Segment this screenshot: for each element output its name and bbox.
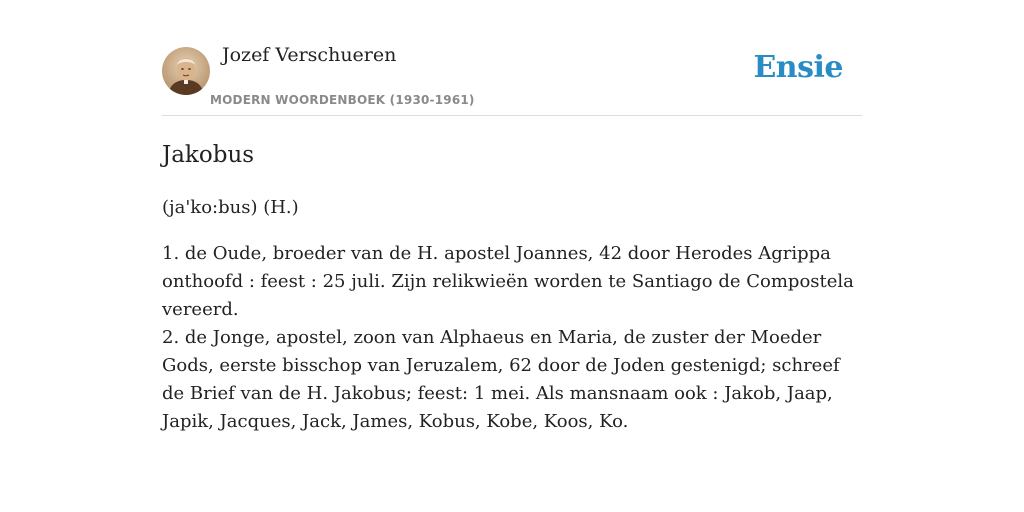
definition-item: 1. de Oude, broeder van de H. apostel Joannes, 42 door Herodes Agrippa onthoofd : feest : 25 juli. Zijn relikwieën worden te Santiago de Compostela vereerd.: [162, 243, 854, 320]
definition-item: 2. de Jonge, apostel, zoon van Alphaeus en Maria, de zuster der Moeder Gods, eerste bisschop van Jeruzalem, 62 door de Joden gestenigd; schreef de Brief van de H. Jakobus; feest: 1 mei. Als mansnaam ook : Jakob, Jaap, Japik, Jacques, Jack, James, Kobus, Kobe, Koos, Ko.: [162, 327, 840, 432]
dictionary-source[interactable]: MODERN WOORDENBOEK (1930-1961): [210, 93, 475, 107]
entry-title: Jakobus: [162, 142, 255, 168]
author-portrait-icon: [162, 47, 210, 95]
author-avatar[interactable]: [162, 47, 210, 95]
entry-definition: [162, 240, 862, 436]
site-logo[interactable]: Ensie: [753, 50, 843, 85]
entry-card: [162, 0, 862, 436]
author-name[interactable]: Jozef Verschueren: [222, 44, 397, 66]
entry-pronunciation: (ja'ko:bus) (H.): [162, 197, 299, 218]
entry-header: [162, 0, 862, 116]
